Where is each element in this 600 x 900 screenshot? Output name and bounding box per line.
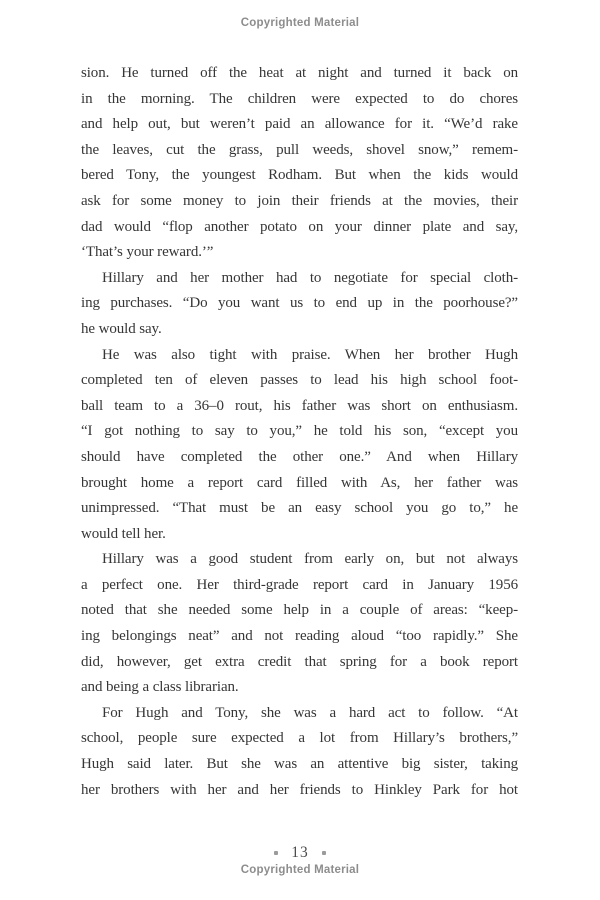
paragraph <box>81 266 518 343</box>
text-line: bered Tony, the youngest Rodham. But when the kids would <box>81 167 518 184</box>
page-number: 13 <box>291 844 309 861</box>
text-line: school, people sure expected a lot from Hillary’s brothers,” <box>81 730 518 747</box>
text-line: Hugh said later. But she was an attentive big sister, taking <box>81 756 518 773</box>
paragraph <box>81 701 518 803</box>
text-line: dad would “flop another potato on your dinner plate and say, <box>81 218 518 235</box>
text-line: ball team to a 36–0 rout, his father was short on enthusiasm. <box>81 397 518 414</box>
copyright-watermark-bottom: Copyrighted Material <box>240 864 360 876</box>
paragraph <box>81 343 518 548</box>
text-line: he would say. <box>81 320 162 337</box>
text-line: brought home a report card filled with As, her father was <box>81 474 518 491</box>
text-line: unimpressed. “That must be an easy school you go to,” he <box>81 500 518 517</box>
text-line: Hillary and her mother had to negotiate for special cloth- <box>102 269 518 286</box>
text-line: completed ten of eleven passes to lead his high school foot- <box>81 372 518 389</box>
text-line: He was also tight with praise. When her brother Hugh <box>102 346 518 363</box>
bullet-dot-left-icon <box>274 851 278 855</box>
text-line: ing belongings neat” and not reading aloud “too rapidly.” She <box>81 628 518 645</box>
text-line: sion. He turned off the heat at night and turned it back on <box>81 65 518 81</box>
bullet-dot-right-icon <box>322 851 326 855</box>
text-line: would tell her. <box>81 525 166 542</box>
text-line: Hillary was a good student from early on, but not always <box>102 551 518 568</box>
text-line: ‘That’s your reward.’” <box>81 244 214 261</box>
text-line: and help out, but weren’t paid an allowance for it. “We’d rake <box>81 116 518 133</box>
text-line: in the morning. The children were expected to do chores <box>81 90 518 107</box>
copyright-watermark-top: Copyrighted Material <box>240 17 360 29</box>
text-line: “I got nothing to say to you,” he told his son, “except you <box>81 423 518 440</box>
text-line: For Hugh and Tony, she was a hard act to follow. “At <box>102 704 518 721</box>
text-line: ing purchases. “Do you want us to end up in the poorhouse?” <box>81 295 518 312</box>
page-body <box>81 61 518 803</box>
text-line: ask for some money to join their friends at the movies, their <box>81 192 518 209</box>
text-line: did, however, get extra credit that spring for a book report <box>81 653 518 670</box>
page-footer <box>0 843 600 876</box>
page-number-row <box>0 843 600 863</box>
text-line: a perfect one. Her third-grade report card in January 1956 <box>81 576 518 593</box>
paragraph <box>81 547 518 701</box>
text-line: noted that she needed some help in a couple of areas: “keep- <box>81 602 518 619</box>
text-line: the leaves, cut the grass, pull weeds, shovel snow,” remem- <box>81 141 518 158</box>
paragraph <box>81 61 518 266</box>
text-line: her brothers with her and her friends to Hinkley Park for hot <box>81 781 518 798</box>
text-line: should have completed the other one.” And when Hillary <box>81 448 518 465</box>
text-line: and being a class librarian. <box>81 679 239 696</box>
